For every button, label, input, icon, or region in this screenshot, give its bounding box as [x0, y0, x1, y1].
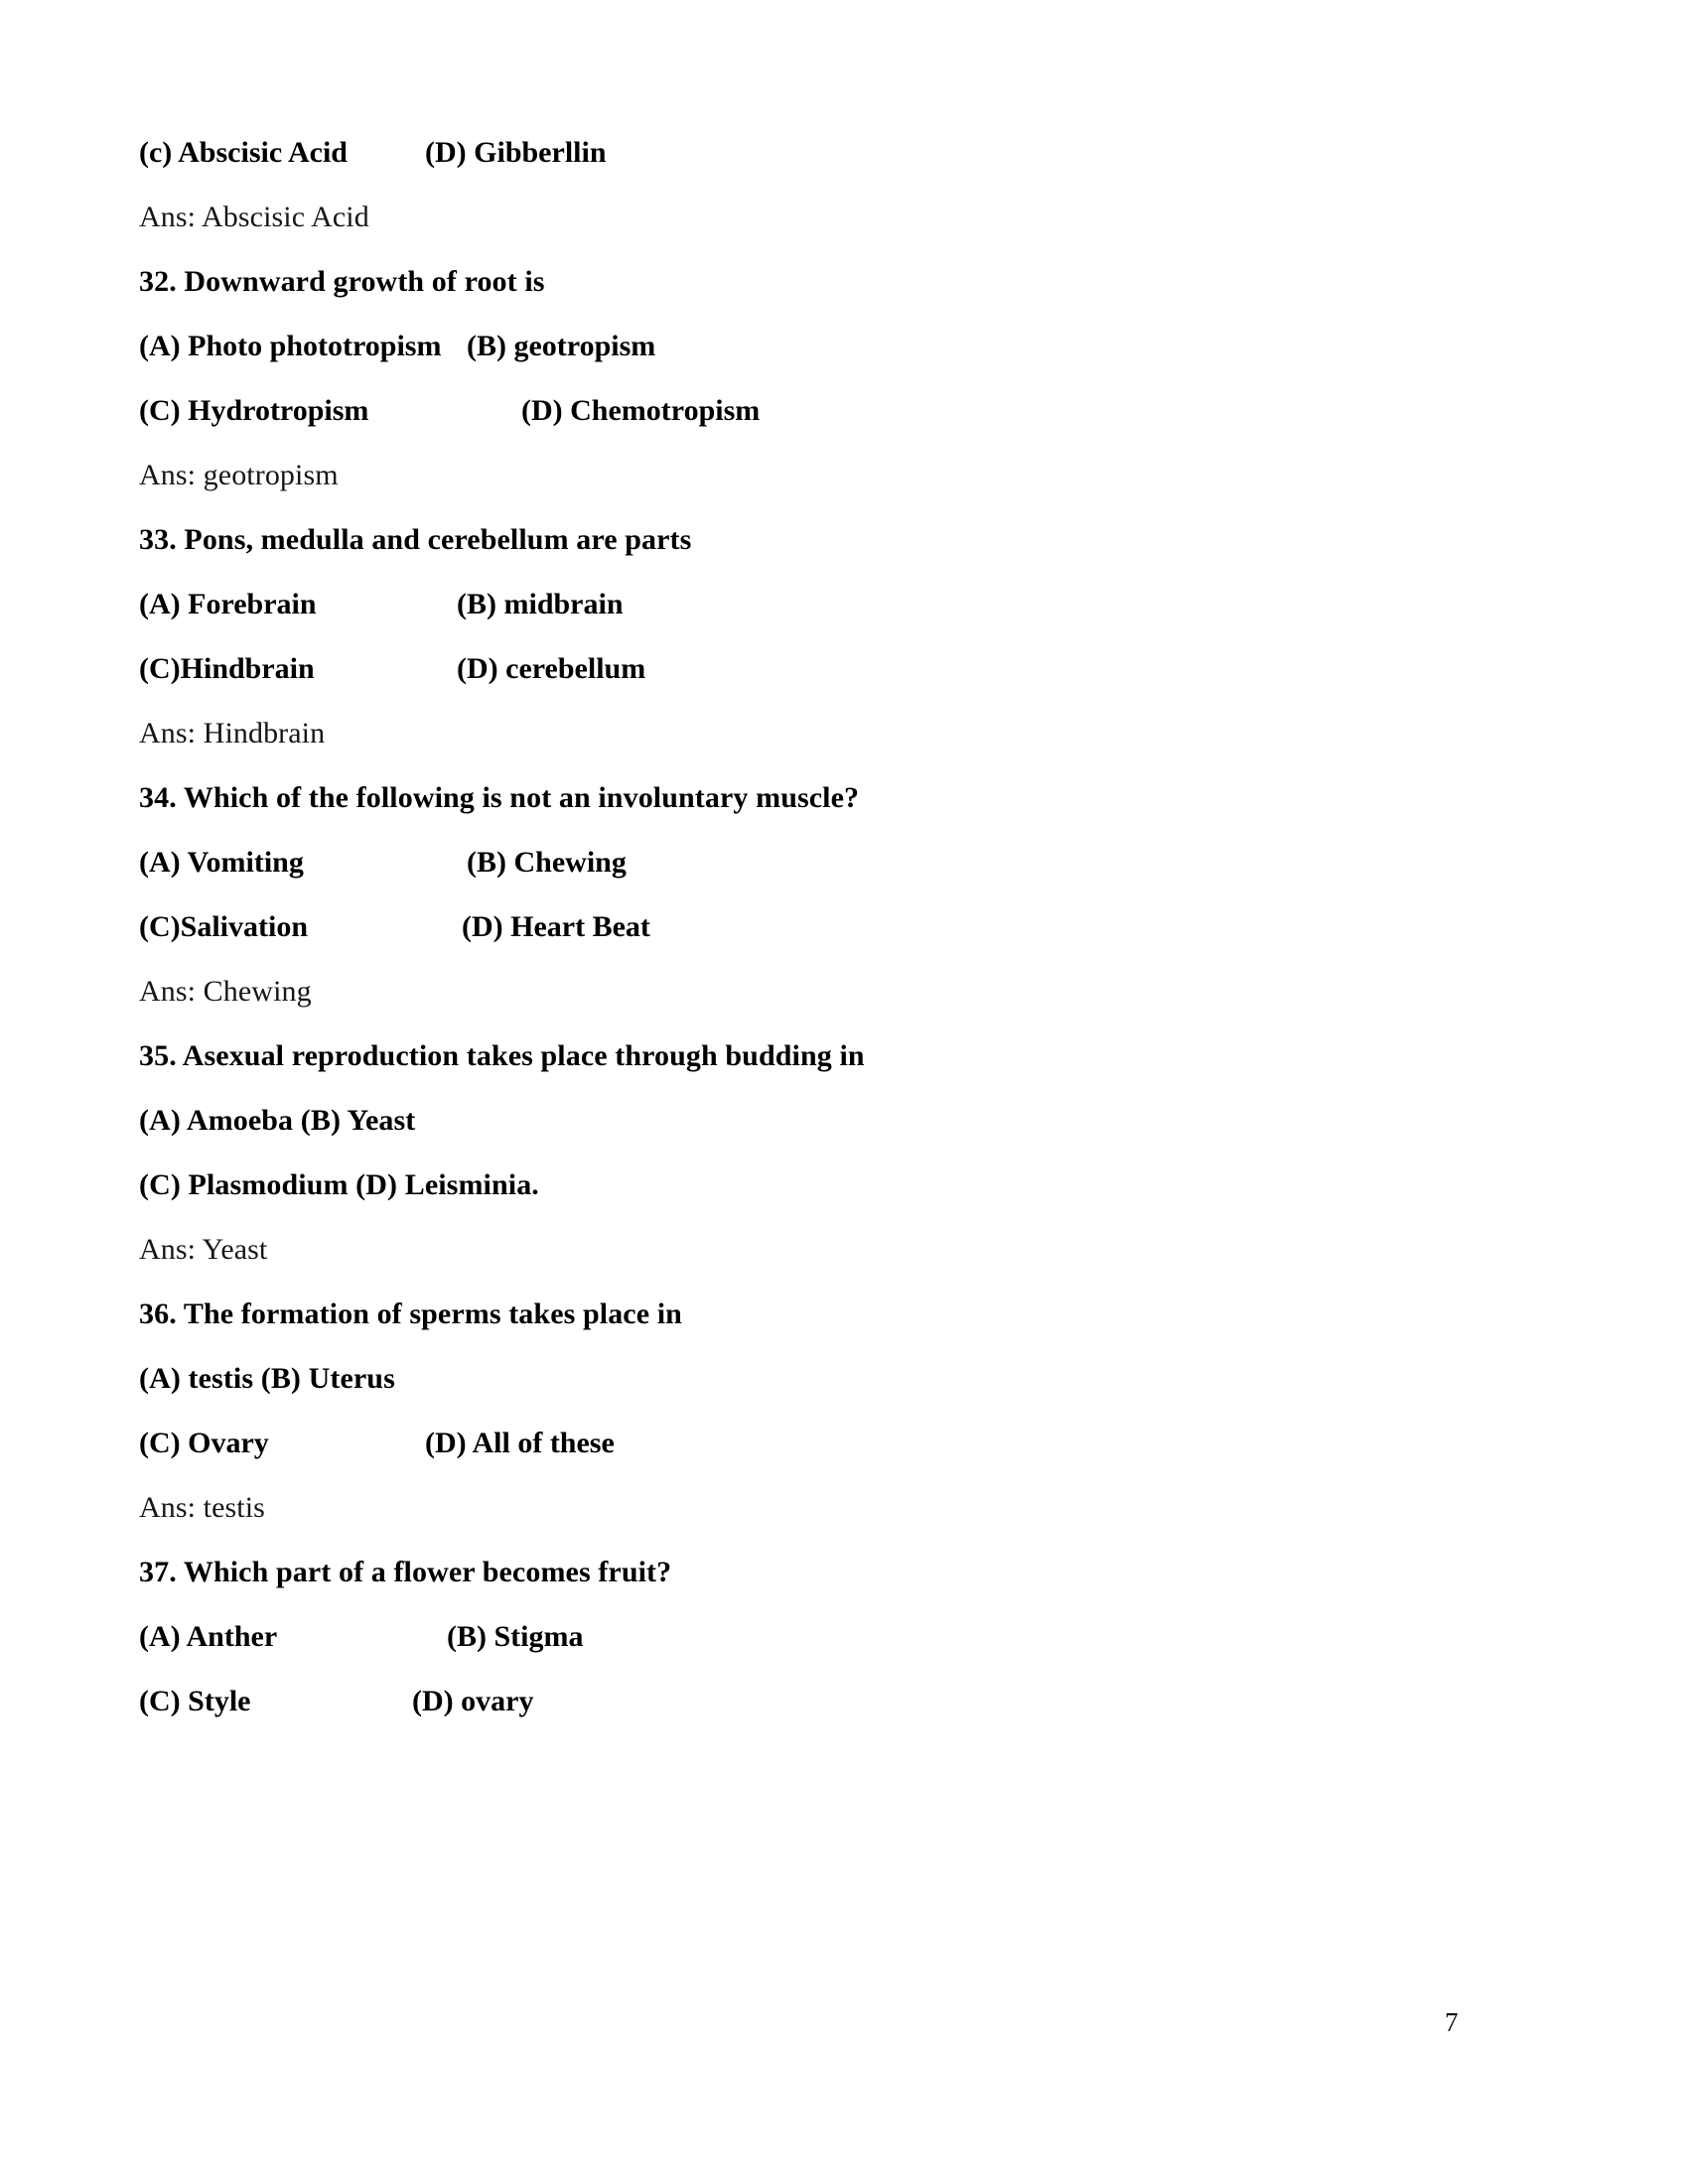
answer-line: Ans: Hindbrain: [139, 717, 326, 750]
spacer: [139, 565, 1450, 579]
question-line: 36. The formation of sperms takes place in: [139, 1297, 682, 1330]
spacer: [139, 887, 1450, 901]
spacer: [139, 1017, 1450, 1030]
spacer: [139, 1533, 1450, 1547]
option-row: (A) Amoeba (B) Yeast: [139, 1104, 416, 1137]
question-line: 37. Which part of a flower becomes fruit?: [139, 1556, 672, 1588]
spacer: [139, 1146, 1450, 1160]
option-row: (C) Plasmodium (D) Leisminia.: [139, 1168, 539, 1201]
spacer: [139, 1662, 1450, 1676]
option-right: (D) Chemotropism: [521, 394, 761, 427]
option-right: (B) midbrain: [457, 588, 624, 620]
spacer: [139, 1081, 1450, 1095]
option-left: (A) Photo phototropism: [139, 330, 442, 362]
option-left: (C) Ovary: [139, 1427, 269, 1459]
option-left: (A) Forebrain: [139, 588, 317, 620]
spacer: [139, 1275, 1450, 1289]
option-left: (A) Anther: [139, 1620, 278, 1653]
answer-line: Ans: geotropism: [139, 459, 339, 491]
option-row: [139, 127, 1450, 178]
option-right: (B) Stigma: [447, 1620, 584, 1653]
answer-line: Ans: Chewing: [139, 975, 312, 1008]
spacer: [139, 694, 1450, 708]
option-row: [139, 1676, 1450, 1726]
option-right: (D) Gibberllin: [425, 136, 607, 169]
spacer: [139, 629, 1450, 643]
option-left: (C) Hydrotropism: [139, 394, 369, 427]
spacer: [139, 178, 1450, 192]
option-row: [139, 321, 1450, 371]
question-line: 33. Pons, medulla and cerebellum are parts: [139, 523, 692, 556]
option-left: (C)Salivation: [139, 910, 309, 943]
spacer: [139, 500, 1450, 514]
spacer: [139, 307, 1450, 321]
spacer: [139, 1404, 1450, 1418]
spacer: [139, 371, 1450, 385]
page-number: 7: [1445, 2007, 1459, 2037]
option-row: [139, 901, 1450, 952]
question-line: 34. Which of the following is not an involuntary muscle?: [139, 781, 860, 814]
option-row: [139, 837, 1450, 887]
spacer: [139, 758, 1450, 772]
spacer: [139, 1468, 1450, 1482]
spacer: [139, 823, 1450, 837]
option-right: (B) Chewing: [467, 846, 627, 879]
option-left: (C)Hindbrain: [139, 652, 315, 685]
question-line: 32. Downward growth of root is: [139, 265, 545, 298]
spacer: [139, 952, 1450, 966]
spacer: [139, 242, 1450, 256]
answer-line: Ans: testis: [139, 1491, 265, 1524]
spacer: [139, 1597, 1450, 1611]
option-left: (c) Abscisic Acid: [139, 136, 348, 169]
answer-line: Ans: Abscisic Acid: [139, 201, 369, 233]
option-right: (D) All of these: [425, 1427, 615, 1459]
option-row: [139, 1418, 1450, 1468]
option-row: [139, 385, 1450, 436]
question-line: 35. Asexual reproduction takes place through budding in: [139, 1039, 865, 1072]
option-right: (D) Heart Beat: [462, 910, 650, 943]
option-row: (A) testis (B) Uterus: [139, 1362, 395, 1395]
spacer: [139, 1339, 1450, 1353]
option-right: (B) geotropism: [467, 330, 656, 362]
option-right: (D) cerebellum: [457, 652, 646, 685]
spacer: [139, 436, 1450, 450]
option-row: [139, 579, 1450, 629]
option-left: (A) Vomiting: [139, 846, 304, 879]
option-right: (D) ovary: [412, 1685, 534, 1717]
option-left: (C) Style: [139, 1685, 251, 1717]
answer-line: Ans: Yeast: [139, 1233, 268, 1266]
page-content: [139, 127, 1450, 1726]
option-row: [139, 1611, 1450, 1662]
option-row: [139, 643, 1450, 694]
spacer: [139, 1210, 1450, 1224]
